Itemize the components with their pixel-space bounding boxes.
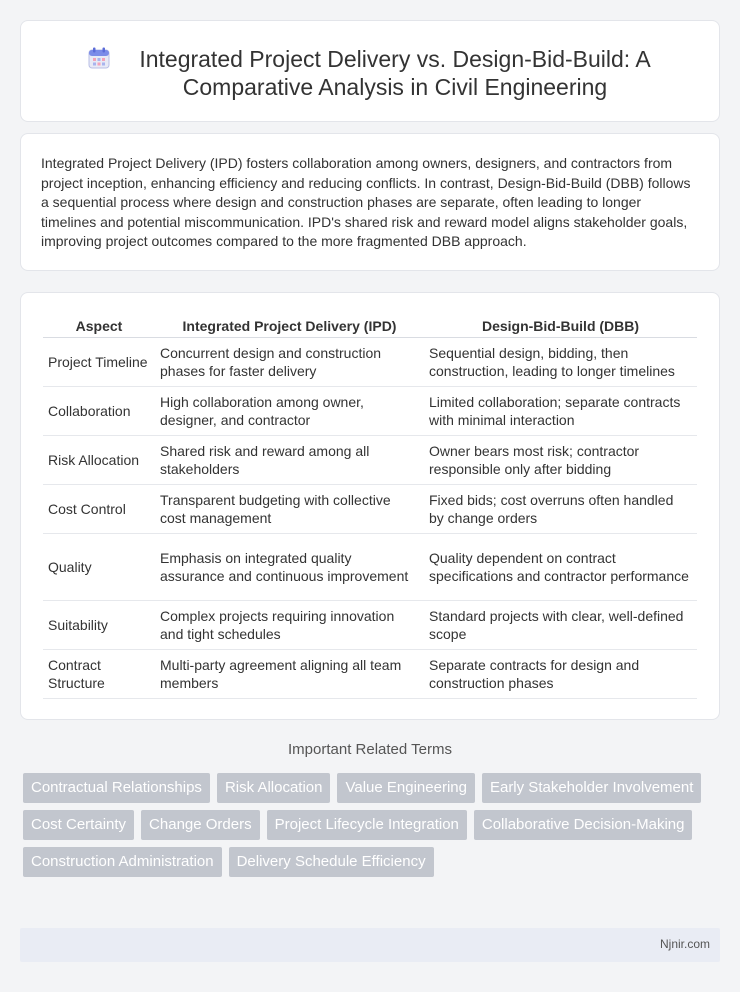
table-row — [43, 650, 697, 699]
related-term-tag[interactable]: Contractual Relationships — [23, 773, 210, 803]
cell-ipd: Concurrent design and construction phases for faster delivery — [155, 338, 424, 387]
intro-paragraph: Integrated Project Delivery (IPD) fosters collaboration among owners, designers, and contractors from project inception, enhancing efficiency and reducing conflicts. In contrast, Design-Bid-Build (DBB) follows a sequential process where design and construction phases are separate, often leading to longer timelines and potential miscommunication. IPD's shared risk and reward model aligns stakeholder goals, improving project outcomes compared to the more fragmented DBB approach. — [41, 155, 691, 250]
table-row — [43, 534, 697, 601]
table-row — [43, 436, 697, 485]
related-term-tag[interactable]: Value Engineering — [337, 773, 474, 803]
cell-dbb: Fixed bids; cost overruns often handled by change orders — [424, 485, 697, 534]
related-term-tag[interactable]: Project Lifecycle Integration — [267, 810, 467, 840]
cell-ipd: Complex projects requiring innovation and tight schedules — [155, 601, 424, 650]
related-term-tag[interactable]: Early Stakeholder Involvement — [482, 773, 701, 803]
table-row — [43, 485, 697, 534]
cell-ipd: Multi-party agreement aligning all team members — [155, 650, 424, 699]
header-ipd: Integrated Project Delivery (IPD) — [155, 315, 424, 338]
footer — [20, 928, 720, 962]
related-term-tag[interactable]: Collaborative Decision-Making — [474, 810, 693, 840]
comparison-card — [20, 292, 720, 720]
cell-aspect: Cost Control — [43, 485, 155, 534]
cell-ipd: High collaboration among owner, designer, and contractor — [155, 387, 424, 436]
intro-card — [20, 133, 720, 271]
cell-dbb: Standard projects with clear, well-defined scope — [424, 601, 697, 650]
related-term-tag[interactable]: Risk Allocation — [217, 773, 331, 803]
cell-dbb: Owner bears most risk; contractor responsible only after bidding — [424, 436, 697, 485]
table-header-row — [43, 315, 697, 338]
cell-dbb: Limited collaboration; separate contracts with minimal interaction — [424, 387, 697, 436]
header-aspect: Aspect — [43, 315, 155, 338]
related-term-tag[interactable]: Change Orders — [141, 810, 260, 840]
related-term-tag[interactable]: Cost Certainty — [23, 810, 134, 840]
table-row — [43, 601, 697, 650]
cell-dbb: Quality dependent on contract specifications and contractor performance — [424, 534, 697, 601]
cell-aspect: Suitability — [43, 601, 155, 650]
header-dbb: Design-Bid-Build (DBB) — [424, 315, 697, 338]
cell-aspect: Project Timeline — [43, 338, 155, 387]
cell-ipd: Emphasis on integrated quality assurance and continuous improvement — [155, 534, 424, 601]
related-term-tag[interactable]: Delivery Schedule Efficiency — [229, 847, 434, 877]
cell-aspect: Contract Structure — [43, 650, 155, 699]
page-title-line-1: Integrated Project Delivery vs. Design-Bid-Build: A — [139, 46, 651, 72]
cell-aspect: Quality — [43, 534, 155, 601]
cell-aspect: Risk Allocation — [43, 436, 155, 485]
related-terms-heading: Important Related Terms — [288, 741, 452, 758]
cell-dbb: Sequential design, bidding, then construction, leading to longer timelines — [424, 338, 697, 387]
page-title — [21, 45, 719, 101]
title-card — [20, 20, 720, 122]
cell-ipd: Shared risk and reward among all stakeholders — [155, 436, 424, 485]
related-terms-list — [23, 773, 723, 877]
comparison-table — [43, 315, 697, 699]
table-row — [43, 387, 697, 436]
cell-ipd: Transparent budgeting with collective cost management — [155, 485, 424, 534]
footer-site-name[interactable]: Njnir.com — [659, 937, 710, 951]
page-title-line-2: Comparative Analysis in Civil Engineering — [182, 74, 608, 100]
cell-aspect: Collaboration — [43, 387, 155, 436]
cell-dbb: Separate contracts for design and construction phases — [424, 650, 697, 699]
related-term-tag[interactable]: Construction Administration — [23, 847, 222, 877]
table-row — [43, 338, 697, 387]
